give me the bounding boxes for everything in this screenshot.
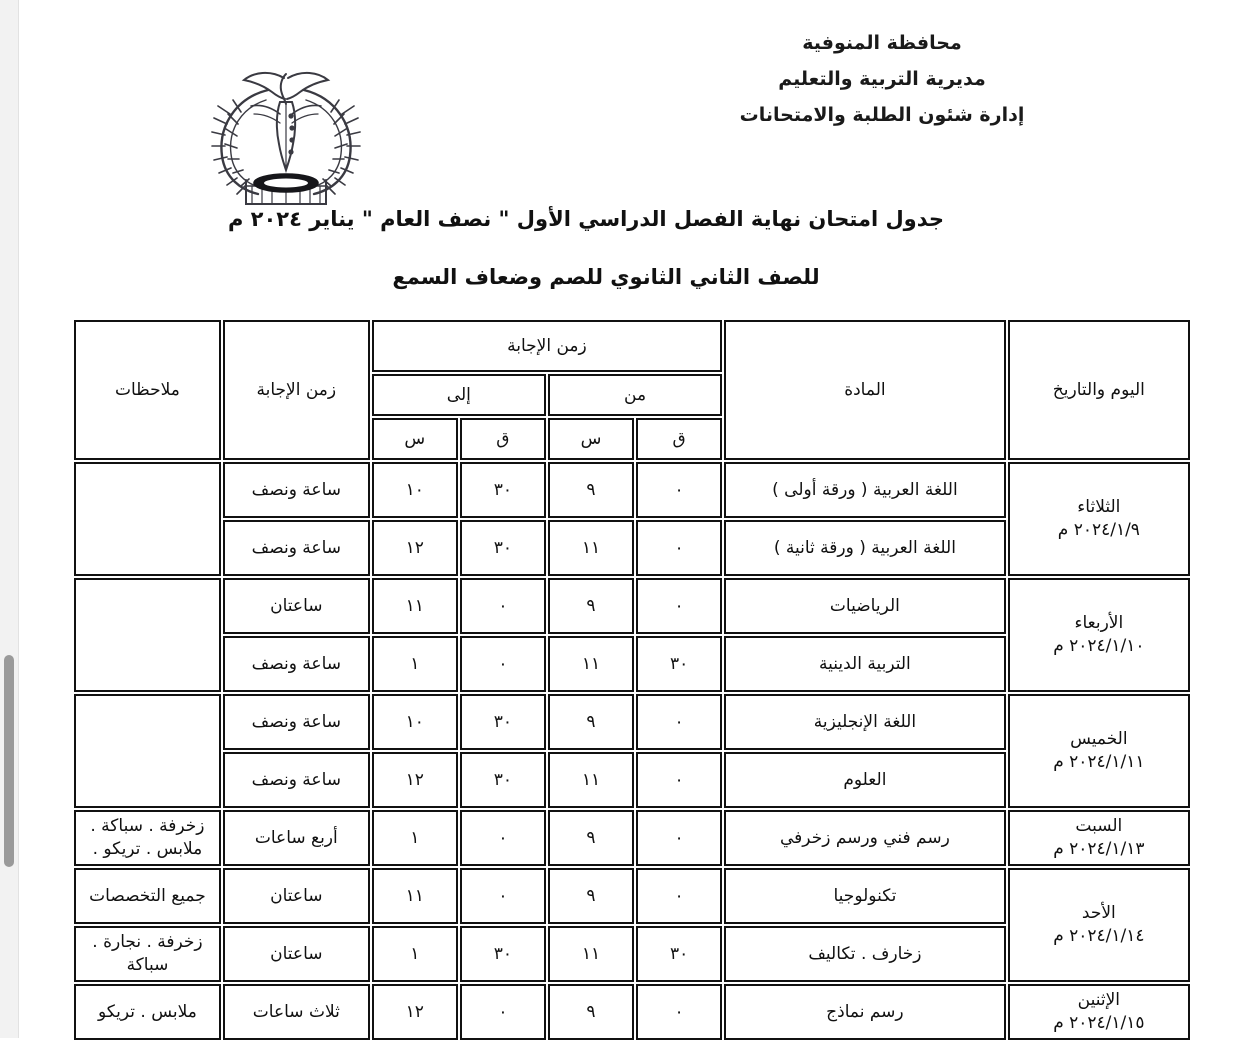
cell-to-minutes: ٣٠: [460, 926, 546, 982]
cell-subject: زخارف . تكاليف: [724, 926, 1006, 982]
header-subject: المادة: [724, 320, 1006, 460]
cell-to-minutes: ٠: [460, 868, 546, 924]
cell-from-hours: ٩: [548, 868, 634, 924]
cell-duration: ساعة ونصف: [223, 694, 370, 750]
cell-duration: ثلاث ساعات: [223, 984, 370, 1040]
cell-notes: [74, 578, 221, 692]
cell-day-date: [1008, 462, 1190, 576]
cell-from-minutes: ٠: [636, 520, 722, 576]
cell-subject: رسم فني ورسم زخرفي: [724, 810, 1006, 866]
table-body: [74, 462, 1190, 1040]
cell-subject: اللغة الإنجليزية: [724, 694, 1006, 750]
cell-duration: ساعة ونصف: [223, 462, 370, 518]
header-to-minutes: ق: [460, 418, 546, 460]
table-row: [74, 694, 1190, 750]
header-from-hours: س: [548, 418, 634, 460]
cell-to-hours: ١٢: [372, 984, 458, 1040]
cell-from-hours: ٩: [548, 462, 634, 518]
masthead: [672, 34, 1092, 125]
cell-duration: ساعتان: [223, 578, 370, 634]
cell-from-hours: ٩: [548, 694, 634, 750]
cell-day-date: [1008, 578, 1190, 692]
masthead-line-directorate: مديرية التربية والتعليم: [778, 68, 986, 90]
cell-duration: ساعة ونصف: [223, 752, 370, 808]
cell-notes: زخرفة . سباكة . ملابس . تريكو .: [74, 810, 221, 866]
cell-to-minutes: ٣٠: [460, 694, 546, 750]
cell-to-minutes: ٠: [460, 810, 546, 866]
day-date: ٢٠٢٤/١/١٣ م: [1053, 839, 1145, 859]
cell-from-hours: ٩: [548, 984, 634, 1040]
header-from-minutes: ق: [636, 418, 722, 460]
cell-to-minutes: ٣٠: [460, 520, 546, 576]
document-title: جدول امتحان نهاية الفصل الدراسي الأول " نصف العام " يناير ٢٠٢٤ م: [227, 207, 945, 231]
cell-from-minutes: ٣٠: [636, 636, 722, 692]
cell-to-minutes: ٠: [460, 578, 546, 634]
cell-from-minutes: ٠: [636, 984, 722, 1040]
cell-from-minutes: ٠: [636, 752, 722, 808]
document-subtitle: للصف الثاني الثانوي للصم وضعاف السمع: [392, 265, 820, 289]
table-row: [74, 462, 1190, 518]
header-row-1: [74, 320, 1190, 372]
cell-notes: ملابس . تريكو: [74, 984, 221, 1040]
cell-subject: اللغة العربية ( ورقة أولى ): [724, 462, 1006, 518]
cell-to-hours: ١٠: [372, 462, 458, 518]
national-emblem-icon: [196, 44, 376, 214]
cell-to-minutes: ٠: [460, 984, 546, 1040]
cell-subject: التربية الدينية: [724, 636, 1006, 692]
table-row: [74, 984, 1190, 1040]
day-name: الخميس: [1070, 729, 1128, 750]
cell-to-hours: ١٢: [372, 752, 458, 808]
cell-notes: جميع التخصصات: [74, 868, 221, 924]
cell-day-date: [1008, 810, 1190, 866]
header-answer-time-group: زمن الإجابة: [372, 320, 722, 372]
header-to: إلى: [372, 374, 546, 416]
masthead-line-governorate: محافظة المنوفية: [802, 32, 962, 54]
table-head: [74, 320, 1190, 460]
cell-from-minutes: ٠: [636, 462, 722, 518]
cell-from-minutes: ٠: [636, 810, 722, 866]
day-name: السبت: [1075, 816, 1123, 837]
cell-to-minutes: ٣٠: [460, 462, 546, 518]
header-to-hours: س: [372, 418, 458, 460]
cell-to-hours: ١: [372, 810, 458, 866]
cell-to-hours: ١: [372, 636, 458, 692]
table-row: [74, 810, 1190, 866]
cell-to-hours: ١٠: [372, 694, 458, 750]
header-duration: زمن الإجابة: [223, 320, 370, 460]
cell-from-minutes: ٣٠: [636, 926, 722, 982]
header-from: من: [548, 374, 722, 416]
cell-duration: ساعتان: [223, 868, 370, 924]
table-row: [74, 868, 1190, 924]
cell-notes: [74, 462, 221, 576]
table-row: [74, 578, 1190, 634]
header-notes: ملاحظات: [74, 320, 221, 460]
cell-from-hours: ١١: [548, 636, 634, 692]
day-name: الثلاثاء: [1077, 497, 1121, 518]
cell-to-hours: ١: [372, 926, 458, 982]
cell-from-hours: ١١: [548, 520, 634, 576]
header-day-date: اليوم والتاريخ: [1008, 320, 1190, 460]
exam-schedule-table: [72, 318, 1192, 1042]
cell-from-minutes: ٠: [636, 694, 722, 750]
cell-from-minutes: ٠: [636, 868, 722, 924]
cell-subject: اللغة العربية ( ورقة ثانية ): [724, 520, 1006, 576]
day-date: ٢٠٢٤/١/٩ م: [1057, 520, 1140, 540]
day-name: الأحد: [1081, 903, 1116, 924]
cell-duration: ساعة ونصف: [223, 520, 370, 576]
cell-duration: ساعة ونصف: [223, 636, 370, 692]
day-name: الأربعاء: [1074, 613, 1124, 634]
cell-from-minutes: ٠: [636, 578, 722, 634]
cell-subject: الرياضيات: [724, 578, 1006, 634]
cell-to-hours: ١٢: [372, 520, 458, 576]
cell-from-hours: ١١: [548, 926, 634, 982]
cell-notes: زخرفة . نجارة . سباكة: [74, 926, 221, 982]
cell-to-hours: ١١: [372, 578, 458, 634]
day-date: ٢٠٢٤/١/١٥ م: [1053, 1013, 1145, 1033]
cell-from-hours: ٩: [548, 578, 634, 634]
exam-schedule-table-container: [72, 318, 1192, 1042]
cell-to-hours: ١١: [372, 868, 458, 924]
cell-to-minutes: ٣٠: [460, 752, 546, 808]
cell-day-date: [1008, 694, 1190, 808]
cell-day-date: [1008, 984, 1190, 1040]
cell-from-hours: ١١: [548, 752, 634, 808]
cell-from-hours: ٩: [548, 810, 634, 866]
cell-subject: العلوم: [724, 752, 1006, 808]
cell-duration: ساعتان: [223, 926, 370, 982]
day-date: ٢٠٢٤/١/١٠ م: [1053, 636, 1145, 656]
cell-subject: تكنولوجيا: [724, 868, 1006, 924]
day-date: ٢٠٢٤/١/١١ م: [1053, 752, 1145, 772]
cell-duration: أربع ساعات: [223, 810, 370, 866]
cell-subject: رسم نماذج: [724, 984, 1006, 1040]
masthead-line-department: إدارة شئون الطلبة والامتحانات: [739, 104, 1025, 126]
cell-day-date: [1008, 868, 1190, 982]
cell-to-minutes: ٠: [460, 636, 546, 692]
day-date: ٢٠٢٤/١/١٤ م: [1053, 926, 1145, 946]
cell-notes: [74, 694, 221, 808]
day-name: الإثنين: [1077, 990, 1121, 1011]
